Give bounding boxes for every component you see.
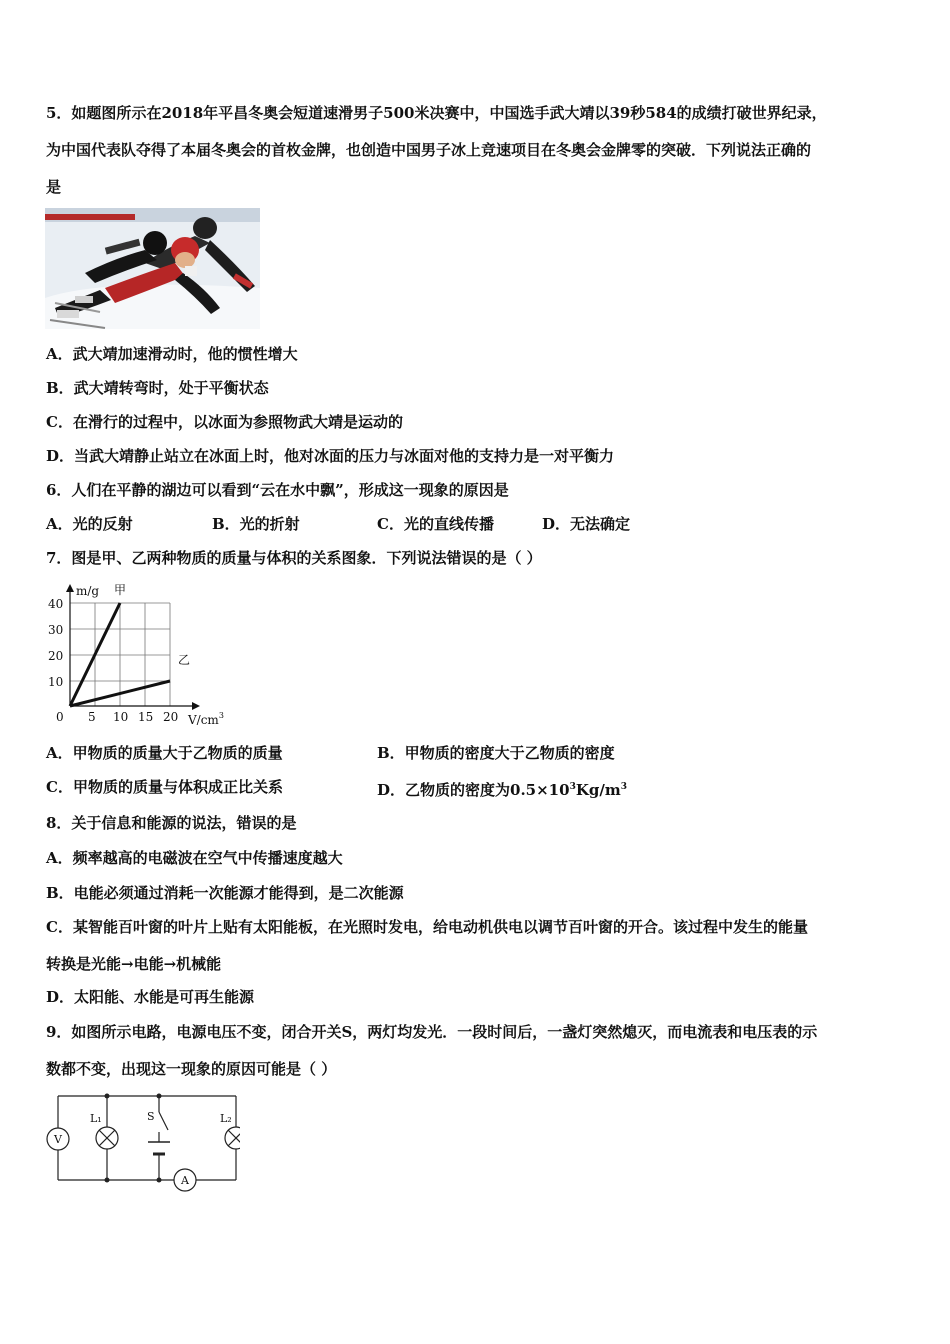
graph-grid (70, 603, 170, 706)
y-tick-30: 30 (48, 623, 64, 637)
q6-option-d: D．无法确定 (542, 515, 631, 533)
x-tick-15: 15 (138, 710, 154, 724)
q7-option-a: A．甲物质的质量大于乙物质的质量 (46, 744, 283, 762)
series-yi-label: 乙 (178, 653, 191, 667)
q9-stem-line-1: 9．如图所示电路，电源电压不变，闭合开关S，两灯均发光．一段时间后，一盏灯突然熄灭，而电流表和电压表的示 (46, 1023, 818, 1041)
y-tick-40: 40 (48, 597, 64, 611)
lamp1-label: L₁ (90, 1112, 102, 1125)
q5-stem-line-3: 是 (46, 178, 62, 196)
q6-stem: 6．人们在平静的湖边可以看到“云在水中飘”，形成这一现象的原因是 (46, 481, 509, 499)
circuit-nodes (105, 1094, 162, 1183)
q6-option-b: B．光的折射 (212, 515, 300, 533)
voltmeter-label: V (54, 1133, 62, 1146)
y-axis-label: m/g (76, 584, 100, 598)
q6-option-c: C．光的直线传播 (377, 515, 494, 533)
y-axis-arrow (66, 584, 74, 592)
q5-option-c: C．在滑行的过程中，以冰面为参照物武大靖是运动的 (46, 413, 403, 431)
lamp2-label: L₂ (220, 1112, 232, 1125)
x-tick-0: 0 (56, 710, 64, 724)
x-tick-10: 10 (113, 710, 129, 724)
q8-option-a: A．频率越高的电磁波在空气中传播速度越大 (46, 849, 343, 867)
q6-option-a: A．光的反射 (46, 515, 133, 533)
circuit-diagram (40, 1090, 240, 1194)
q5-option-a: A．武大靖加速滑动时，他的惯性增大 (46, 345, 298, 363)
q7-stem: 7．图是甲、乙两种物质的质量与体积的关系图象．下列说法错误的是（ ） (46, 549, 542, 567)
switch-label: S (147, 1110, 155, 1123)
q5-option-b: B．武大靖转弯时，处于平衡状态 (46, 379, 269, 397)
q8-option-c-continued: 转换是光能→电能→机械能 (46, 955, 222, 973)
series-jia-label: 甲 (114, 583, 127, 597)
ammeter-label: A (181, 1174, 189, 1187)
q5-option-d: D．当武大靖静止站立在冰面上时，他对冰面的压力与冰面对他的支持力是一对平衡力 (46, 447, 615, 465)
y-tick-20: 20 (48, 649, 64, 663)
x-tick-20: 20 (163, 710, 179, 724)
x-axis-label: $V/cm^3$ (188, 711, 224, 727)
q7-option-b: B．甲物质的密度大于乙物质的密度 (377, 744, 615, 762)
q5-stem-line-1: 5．如题图所示在2018年平昌冬奥会短道速滑男子500米决赛中，中国选手武大靖以39秒584的成绩打破世界纪录， (46, 104, 827, 122)
q8-option-c: C．某智能百叶窗的叶片上贴有太阳能板，在光照时发电，给电动机供电以调节百叶窗的开合。该过程中发生的能量 (46, 918, 808, 936)
x-axis-arrow (192, 702, 200, 710)
q7-option-c: C．甲物质的质量与体积成正比关系 (46, 778, 283, 796)
q8-stem: 8．关于信息和能源的说法，错误的是 (46, 814, 297, 832)
y-tick-10: 10 (48, 675, 64, 689)
q8-option-b: B．电能必须通过消耗一次能源才能得到，是二次能源 (46, 884, 404, 902)
mass-volume-graph (40, 578, 240, 728)
speed-skating-photo (45, 208, 260, 329)
q5-stem-line-2: 为中国代表队夺得了本届冬奥会的首枚金牌，也创造中国男子冰上竞速项目在冬奥会金牌零的突破．下列说法正确的 (46, 141, 812, 159)
q7-option-d: D．乙物质的密度为$0.5\times 10^3Kg/m^3$ (377, 781, 627, 799)
x-tick-5: 5 (88, 710, 96, 724)
q8-option-d: D．太阳能、水能是可再生能源 (46, 988, 255, 1006)
q9-stem-line-2: 数都不变，出现这一现象的原因可能是（ ） (46, 1060, 337, 1078)
circuit-wires (47, 1096, 240, 1191)
